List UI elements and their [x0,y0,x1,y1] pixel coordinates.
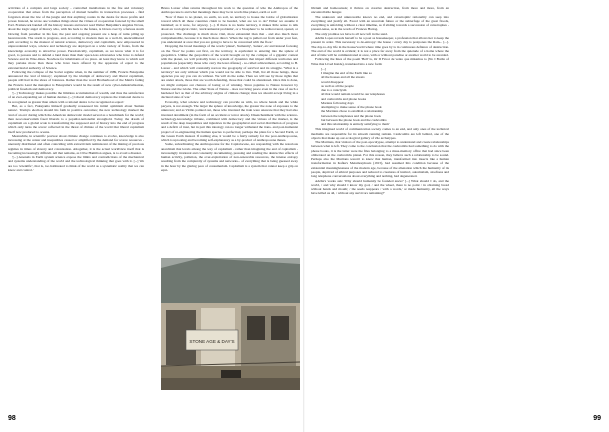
page-number-left: 98 [8,415,16,422]
paragraph: The only promise we have is all now left in the sand. [315,31,388,36]
paragraph: Some, subordinating the Anthropocene for the Capitalocene, are responding with the notorious anarchism that levels among the way of capitalism - rather than imagining the end of capitalism - increasingly irrational and constantly documenting, pressing and reading the destructive effects of human activity, pollution, the over-exploitation of non-renewable resources, the intense entropy resulting from the complexity of systems and networks... of everything that is being guessed away in the hour by the glaring pace of consumerism. Capitalism is a system that cannot keep a grip on equi- [161,142,298,172]
building-photo [161,258,300,390]
paragraph: Following the lines of the poem 'Hell' is, Or II Favor de vento que mikamos to (No I Bottle of Wine that Lived Inside), translated into a new form: [311,57,449,66]
paragraph: This imagined world of communication society comes to an end, and only ones of the technical mediums are responsible for its smooth running remain. Cashcombs are left behind, one of the objects that make up our ecological gallery of vile archetypes. [311,127,449,140]
paragraph: Dropping the broad meanings of the words 'planet', 'humanity', 'nature', etc and instead focusing on the 'floor' he points out first, on the territory, is equivalent to entering into the sphere of geopolitics. Unlike the geopolitics of the world brought on by the collapse of a gigantic contest with the planet, we will probably have a system of dynamics that impart different territories and populations (especially those who carry the least offense) - so-called achievement, according to B. Latour - and which will constantly narrow the geography of survival and its struggle. 'What is a territory? not only without which you would not be able to live. Well, list all those beings, those agencies you say you can do without. We will do the same. Then we will see by those rights that are under attack, those that are worth defending, those that could be abandoned. Once this is done, we might compare our chances of losing or of winning. Since pajamas to Nature however by Nature and the Globe. The other State of Nature - does not bring peace even in the case of such a hardened fact as that of the arbitrary origins of climate change; thus we should accept living in a declared state of war.' [161,44,298,100]
left-page-column-2 [161,6,298,256]
right-page-column-1 [311,6,449,196]
paragraph: Meanwhile, in scientific postwar about climate change continues to evolve, knowledge is also increasing at the center and inequalities caused or amplified by the demand for scarce resources - unevenly distributed and often coinciding with extractivism reminiscent of the mining of precious regimes in times of slavery and colonisation. Altogether, it is the actual worldview itself that is becoming increasingly difficult. All that remains, as Clive Hamilton argues, is to avoid a disaster. [8,133,144,155]
sign-text: STONE AGE & DAY'S [189,339,235,344]
quote-paragraph: '[...] Arsenals in Earth system science expose the limits and contradictions of the mechanical and systems understanding of the world and the technological thinking that goes with it. [...] We are too 'scientific', that is, too habituated to think of the world as a systematic reality that we can know and control.' [8,155,144,172]
right-page [305,0,609,432]
left-page-column-1 [8,6,144,172]
paragraph: But, as a fact, Fukuyama himself gradually reassessed his initial optimism about 'human nature'. Trump's election should his faith in positive outcomes; the new technology marked the 'end of an era' during which the American democratic model served as a benchmark for the world; then neoconservatism freed liberals to a populist-nationalist stronghold. Today, the dream of capitalism on a global scale is transforming the supposed end of history into the end of progress which only turns the screw: reflected in the threat of climate of the world that liberal capitalism itself now produced to oceans. [8,104,144,134]
paragraph: The unknown and unknowable knows no end, and catastrophic rationality can seep into everything and justify all. Faced with an uncertain future or the subterfuge of the great floods, everything is unfolding without a clear timeline, as if sliding towards a succession of catastrophes - present-tense, as in the words of Frances Hartog. [311,14,449,32]
paragraph: Following the collapse of the Soviet regime when, in the summer of 1989, Francis Fukuyama announced the 'end of history', explained by the triumph of democracy and liberal capitalism, people still had in the shore of balances. Rather than the word Brotherhood of the Matrix fading the Francis Land the metaphor is Fukuyama's would be the result of new cyber-industrialisation, political freedom and democracy. [8,69,144,91]
paragraph: Economy, what science and technology can provide us with, no where hands and the white paryers, is not enough. The larger the sphere of knowledge, the greater the zone of exposure to the unknown; and as Virilio pointed out, those who invented the train were unaware that they had also invented derailment (in the form of an accident or terror attack). Disenchantment with the science-technology-knowledge tribune, combined with democracy and the virtues of the market, is the result of the deep inequalities and injustices in the geographical and social distribution of progress and a deficit of trust, but in part this ideology can no longer withstand the trans- and post-humanist project of re-engineering the human species to perfection; perhaps the plans for a Second Earth, or the Green Earth instead. If nothing else, it would be a fairly remedy for the post-Anthropocene, which is uprooting and becoming self-explanatory as a by-product of Anthropocene theses. [161,99,298,143]
paragraph: Bruno Latour often returns throughout his work to the question of who the Anthropos of the Anthropocene is and what meanings there may be in words like planet, earth or soil: [161,6,298,15]
poem-block: [...] I imagine the end of the Earth like so all the houses and all the streets would disappear as well as all the people due to a cataclysm all that would remain would be our telephones and cashcombs and phone books Marians following days attempting to make sense of the phone book the Martians chose to establish a relationship between the telephones and the phone book but between the phone book and the cashcombs and this relationship is entirely satisfying to them' [321,66,390,127]
paragraph: Adélia Lopes reveals herself to be a poet as housekeeper, a profession that allows her to keep the present in order. This necessary to de-entropy: the house / every day is postpones the Rain... [...]. The day-to-day life in the house/world where time goes by is in continuous defiance of destruction. The end of the world is evident; it is not a place far away from the quietude of a home where the end of time will be communicated at once, with or without paradise or another world to be awarded. [311,36,449,58]
quote-paragraph: '[...] Technology makes possible the limitless accumulation of wealth, and thus the satisfaction of an ever-expanding set of human desires. [...] Liberal democracy replaces the irrational desire to be recognized as greater than others with a rational desire to be recognized as equal.' [8,91,144,104]
paragraph: librium and homeostasis; it thrives on creative destruction, from more and more, from an uncontrollable hunger. [311,6,449,15]
building-photo-illustration [161,258,300,390]
paragraph: The Martians, that visitors of the post-apocalypse, attempt to understand and create relationships between what is left. They come to the conclusion that the cashcombs had something to do with the phone books, it is the latter were the files belonging to a mass-memory office that had since been obliterated on the cashcombs planet. For this reason, they believe such a relationship to be sound. Perhaps also the Martians weren't to know that human, transformed into insects like a human transformation in Kafka's Metamorphosis (1915), had assumed this condition because of the existential meaninglessness of the modern age, because of the alienation which the humanity of its people, deprived of ethical purposes and reduced to creatures of instinct, automatism, aloofness and long telephone conversations about everything and nothing, had degenerated. [311,140,449,179]
paragraph: Adélia's works ask: 'Why should humanity be founded anew? [...] What should I do, and the world, / and why should I know my god, / and the wheel, there is no point / in obtaining bread without hands and mouth; / the seeds reappears / with a words,' or made humanity, all the ways have killed us all, / without any survivors remaining?' [311,178,449,196]
quote-paragraph: 'Now if there is no planet, no earth, no soil, no territory to house the Globe of globalization toward which all these countries claim to be headed, what are we to do? Either we assume it banished; as it were, for anyway, [...]. If there is no home territory, it makes little sense to talk about an 'ecological crisis', 'environmental problems', or a 'biosphere' to be rediscovered, spared, or protected. The challenge is much more vital, more existential than that - and also much more comprehensible, because it is much more direct. When the rug is pulled out from under your feet, you understand at once that you are going to have to be concerned with the floor.' [161,14,298,45]
page-number-right: 99 [593,415,601,422]
paragraph: activities of a complex and large society - controlled installations in the fire and voluntary cooperation that arises from the perception of mutual benefits in transaction processes - find forgotten about the law of the jungle and that anything counts in the desire for more profits and power. Instead, he wrote one volumes things about the virtues of cooperation fostered by the small Earl. Framework banded off the history lessons and never read Walter Benjamin's Angelus Novus, about the tragic angel of history who, with his back to the future, is blown over by a furious storm blowing from paradise: in his fear, the past and ongoing present are a heap of ruins piling up heavenwards. The storm is progress, and, according to modern men as a well-lit, unencumbered path according to the manual of natural science, democracy and capitalism, now empowered in unprecedented ways, science and technology are deployed on a wide variety of fronts, from the knowledge economy to attractive power. Paradoxically, capitalism, as we know what it is for good, to possess and to defend a land more than their space-less adversaries who have to defend Science and its Wise-Ones. Nowhere for inhabitants of no place. At least they know to which soil they partake more than those who have been offered by the apparatus of equal to the extraterritorial authority of Science. [8,6,144,70]
